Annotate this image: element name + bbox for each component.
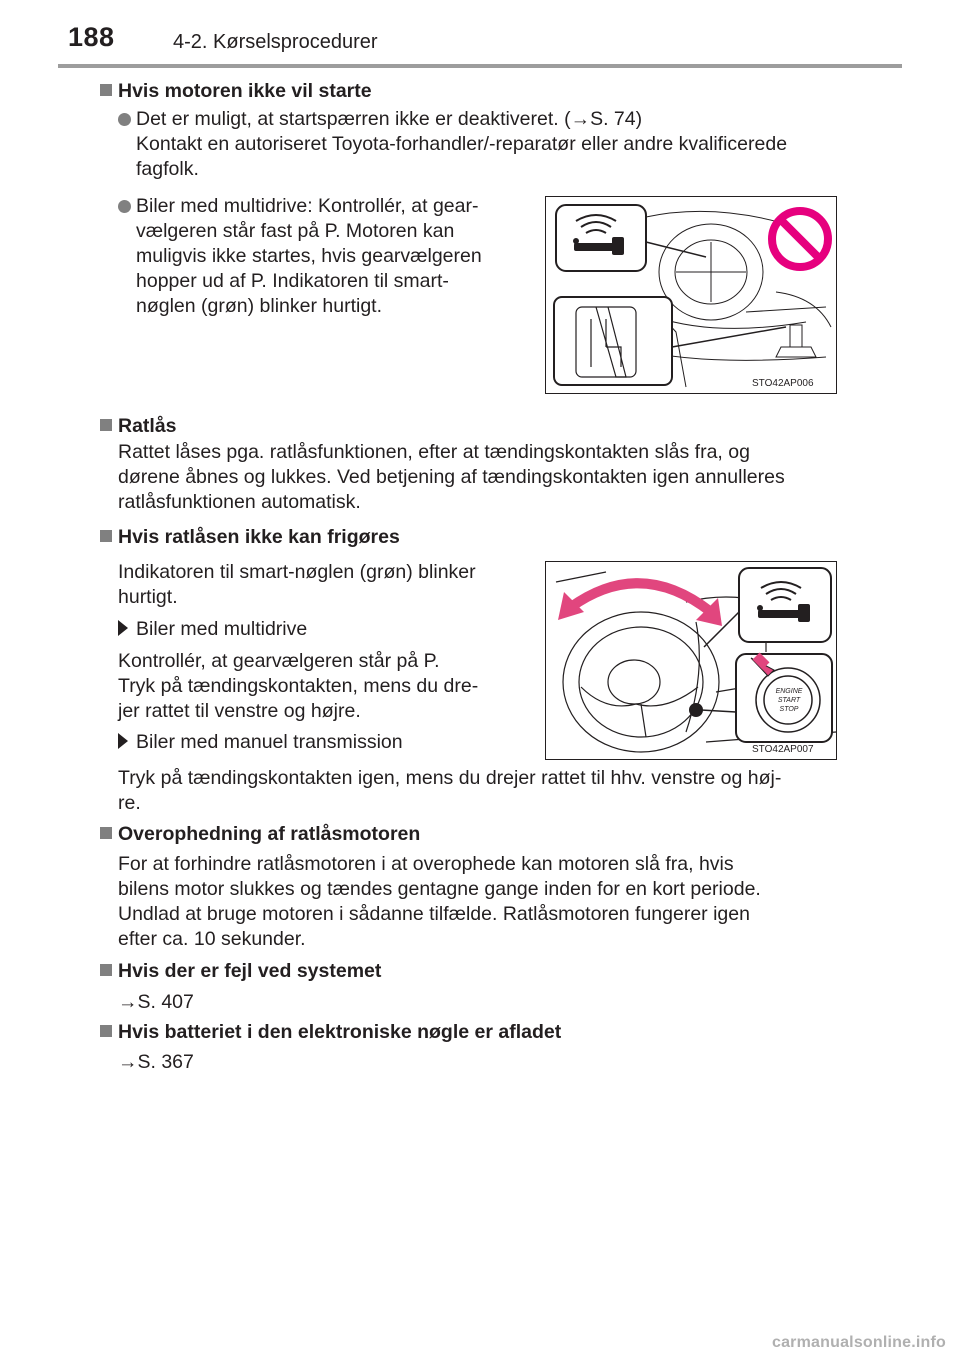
page-number: 188 [68, 22, 115, 52]
heading-motor-overheating: Overophedning af ratlåsmotoren [100, 823, 420, 846]
manual-instructions: Tryk på tændingskontakten igen, mens du drejer rattet til hhv. venstre og høj- re. [118, 767, 782, 814]
bullet-immobiliser: Det er muligt, at startspærren ikke er deaktiveret. (→S. 74) Kontakt en autoriseret Toyota-forhandler/-reparatør eller andre kvalificerede fagfolk. [136, 108, 788, 180]
square-bullet-icon [100, 530, 112, 542]
triangle-arrow-icon [118, 733, 128, 749]
figure-code: STO42AP006 [752, 378, 814, 389]
heading-lock-not-released: Hvis ratlåsen ikke kan frigøres [100, 526, 400, 549]
overheating-body: For at forhindre ratlåsmotoren i at overophede kan motoren slå fra, hvis bilens motor slukkes og tændes gentagne gange inden for en kort periode. Undlad at bruge motoren i sådanne tilfælde. Ratlåsmotoren fungerer igen efter ca. 10 sekunder. [118, 853, 761, 950]
heading-engine-wont-start: Hvis motoren ikke vil starte [100, 80, 372, 103]
key-battery-ref: →S. 367 [118, 1051, 194, 1073]
steering-wheel-illustration [546, 562, 836, 759]
section-title: 4-2. Kørselsprocedurer [173, 31, 378, 53]
heading-key-battery: Hvis batteriet i den elektroniske nøgle er afladet [100, 1021, 561, 1044]
header-rule [58, 64, 902, 68]
gear-selector-illustration [546, 197, 836, 393]
square-bullet-icon [100, 419, 112, 431]
circle-bullet-icon [118, 200, 131, 213]
subheading-multidrive: Biler med multidrive [118, 617, 307, 642]
bullet-multidrive: Biler med multidrive: Kontrollér, at gear- vælgeren står fast på P. Motoren kan muligvis ikke startes, hvis gearvælgeren hopper ud af P. Indikatoren til smart- nøglen (grøn) blinker hurtigt. [136, 195, 482, 317]
watermark: carmanualsonline.info [771, 1334, 946, 1351]
square-bullet-icon [100, 827, 112, 839]
system-fault-ref: →S. 407 [118, 991, 194, 1013]
square-bullet-icon [100, 84, 112, 96]
square-bullet-icon [100, 1025, 112, 1037]
steering-lock-body: Rattet låses pga. ratlåsfunktionen, efter at tændingskontakten slås fra, og dørene åbnes og lukkes. Ved betjening af tændingskontakten igen annulleres ratlåsfunktionen automatisk. [118, 441, 785, 513]
multidrive-instructions: Kontrollér, at gearvælgeren står på P. Tryk på tændingskontakten, mens du dre- jer rattet til venstre og højre. [118, 650, 479, 722]
figure-steering-wheel [545, 561, 837, 760]
square-bullet-icon [100, 964, 112, 976]
subheading-manual: Biler med manuel transmission [118, 730, 403, 755]
heading-system-fault: Hvis der er fejl ved systemet [100, 960, 381, 983]
svg-text:ENGINE: ENGINE [775, 688, 803, 695]
heading-steering-lock: Ratlås [100, 415, 177, 438]
triangle-arrow-icon [118, 620, 128, 636]
figure-gear-selector [545, 196, 837, 394]
svg-text:STOP: STOP [779, 706, 799, 713]
circle-bullet-icon [118, 113, 131, 126]
figure-code: STO42AP007 [752, 744, 814, 755]
lock-intro: Indikatoren til smart-nøglen (grøn) blinker hurtigt. [118, 561, 476, 608]
svg-text:START: START [777, 697, 801, 704]
